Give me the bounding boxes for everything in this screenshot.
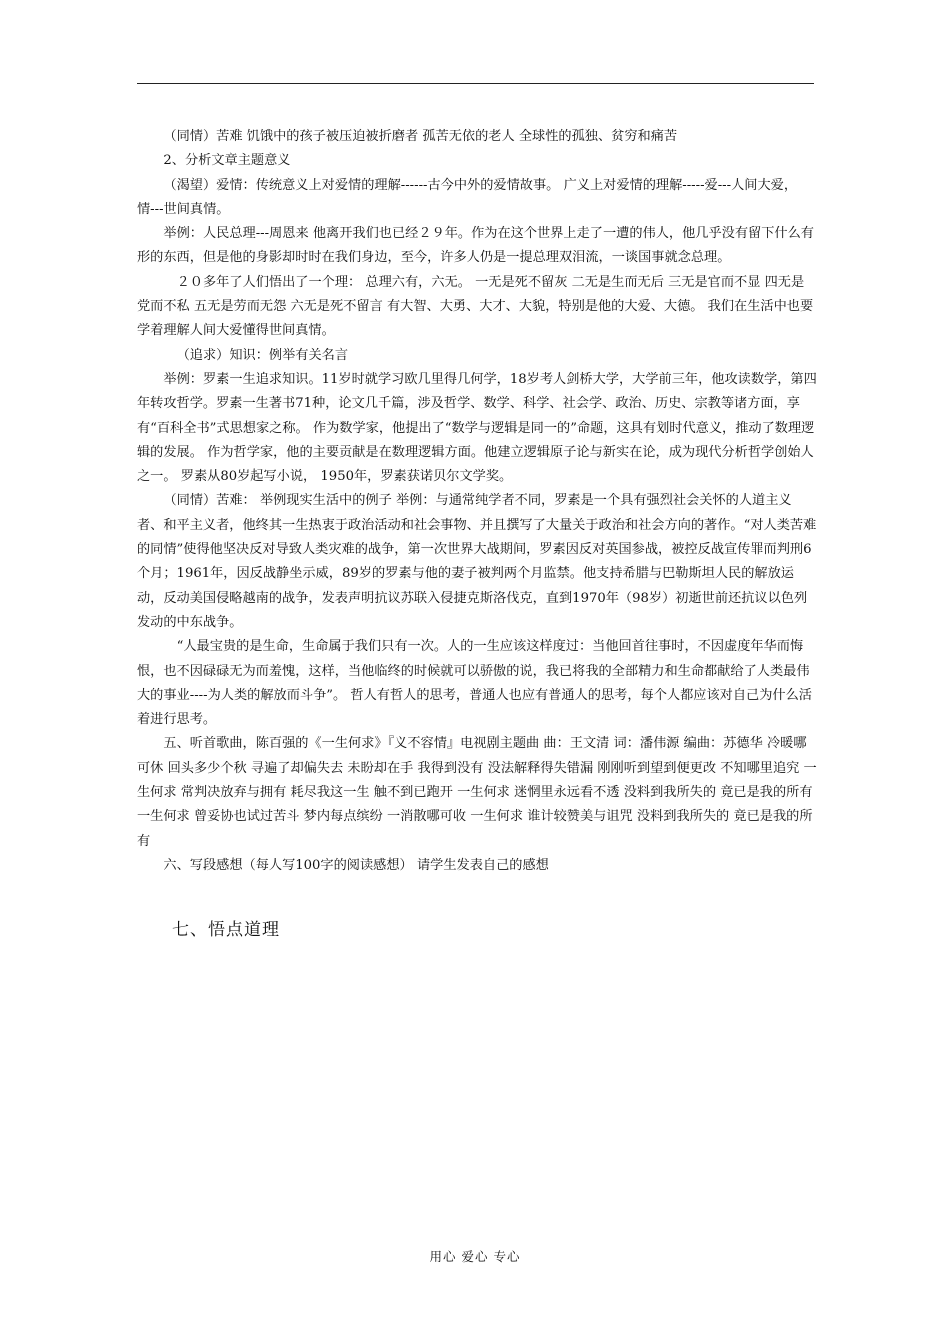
paragraph: （同情）苦难 饥饿中的孩子被压迫被折磨者 孤苦无依的老人 全球性的孤独、贫穷和痛苦 [163,129,678,144]
paragraph: （同情）苦难： 举例现实生活中的例子 举例：与通常纯学者不同，罗素是一个具有强烈社会关怀的人道主义者、和平主义者，他终其一生热衷于政治活动和社会事物、并且撰写了大量关于政治和社会方向的著作。“对人类苦难的同情”使得他坚决反对导致人类灾难的战争，第一次世界大战期间，罗素因反对英国参战，被控反战宣传罪而判刑6个月；1961年，因反战静坐示威，89岁的罗素与他的妻子被判两个月监禁。他支持希腊与巴勒斯坦人民的解放运动，反动美国侵略越南的战争，发表声明抗议苏联入侵捷克斯洛伐克，直到1970年（98岁）初逝世前还抗议以色列发动的中东战争。 [137,493,817,630]
document-body [137,125,817,878]
paragraph: 举例：人民总理---周恩来 他离开我们也已经２９年。作为在这个世界上走了一遭的伟人，他几乎没有留下什么有形的东西，但是他的身影却时时在我们身边，至今，许多人仍是一提总理双泪流，一谈国事就念总理。 [137,226,814,266]
paragraph: 2、分析文章主题意义 [163,153,291,169]
paragraph: 举例：罗素一生追求知识。11岁时就学习欧几里得几何学，18岁考人剑桥大学，大学前三年，他攻读数学，第四年转攻哲学。罗素一生著书71种，论文几千篇，涉及哲学、数学、科学、社会学、政治、历史、宗教等诸方面，享有“百科全书”式思想家之称。 作为数学家，他提出了“数学与逻辑是同一的”命题，这具有划时代意义，推动了数理逻辑的发展。 作为哲学家，他的主要贡献是在数理逻辑方面。他建立逻辑原子论与新实在论，成为现代分析哲学创始人之一。 罗素从80岁起写小说， 1950年，罗素获诺贝尔文学奖。 [137,371,817,485]
paragraph: 六、写段感想（每人写100字的阅读感想） 请学生发表自己的感想 [163,857,549,873]
paragraph: ２０多年了人们悟出了一个理： 总理六有，六无。 一无是死不留灰 二无是生而无后 三无是官而不显 四无是党而不私 五无是劳而无怨 六无是死不留言 有大智、大勇、大才、大貌，特别是他的大爱、大德。 我们在生活中也要学着理解人间大爱懂得世间真情。 [137,274,814,339]
page-footer: 用心 爱心 专心 [429,1249,521,1264]
paragraph: “人最宝贵的是生命，生命属于我们只有一次。人的一生应该这样度过：当他回首往事时，不因虚度年华而悔恨，也不因碌碌无为而羞愧，这样，当他临终的时候就可以骄傲的说，我已将我的全部精力和生命都献给了人类最伟大的事业----为人类的解放而斗争”。 哲人有哲人的思考，普通人也应有普通人的思考，每个人都应该对自己为什么活着进行思考。 [137,639,812,728]
paragraph: 五、听首歌曲，陈百强的《一生何求》『义不容情』电视剧主题曲 曲：王文清 词：潘伟源 编曲：苏德华 冷暖哪可休 回头多少个秋 寻遍了却偏失去 未盼却在手 我得到没有 没法解释得失错漏 刚刚听到望到便更改 不知哪里追究 一生何求 常判决放弃与拥有 耗尽我这一生 触不到已跑开 一生何求 迷惘里永远看不透 没料到我所失的 竟已是我的所有 一生何求 曾妥协也试过苦斗 梦内每点缤纷 一消散哪可收 一生何求 谁计较赞美与诅咒 没料到我所失的 竟已是我的所有 [137,736,817,849]
paragraph: （渴望）爱情：传统意义上对爱情的理解------古今中外的爱情故事。 广义上对爱情的理解-----爱---人间大爱， 情---世间真情。 [137,177,798,217]
section-heading: 七、悟点道理 [172,920,280,940]
paragraph: （追求）知识：例举有关名言 [176,347,349,363]
header-rule [137,83,814,84]
